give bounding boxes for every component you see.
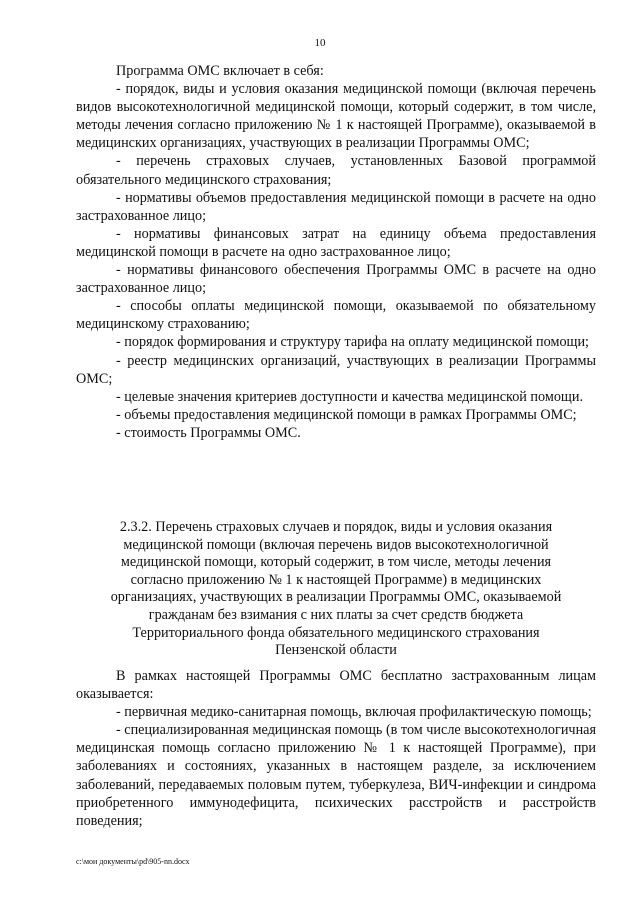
list-item: - способы оплаты медицинской помощи, оказываемой по обязательному медицинскому страхованию;	[76, 298, 596, 333]
list-item: - реестр медицинских организаций, участвующих в реализации Программы ОМС;	[76, 352, 596, 387]
list-item: - порядок, виды и условия оказания медицинской помощи (включая перечень видов высокотехнологичной медицинской помощи, который содержит, в том числе, методы лечения согласно приложению № 1 к настоящей Программе), оказываемой в медицинских организациях, участвующих в реализации Программы ОМС;	[76, 81, 596, 152]
list-item: - нормативы финансового обеспечения Программы ОМС в расчете на одно застрахованное лицо;	[76, 262, 596, 297]
list-item: - порядок формирования и структуру тарифа на оплату медицинской помощи;	[116, 334, 589, 351]
list-item: - специализированная медицинская помощь (в том числе высокотехнологичная медицинская помощь согласно приложению № 1 к настоящей Программе), при заболеваниях и состояниях, указанных в настоящем разделе, за исключением заболеваний, передаваемых половым путем, туберкулеза, ВИЧ-инфекции и синдрома приобретенного иммунодефицита, психических расстройств и расстройств поведения;	[76, 722, 596, 829]
free-care-section	[76, 667, 596, 830]
list-item: - перечень страховых случаев, установленных Базовой программой обязательного медицинского страхования;	[76, 153, 596, 188]
list-item: - нормативы финансовых затрат на единицу объема предоставления медицинской помощи в расчете на одно застрахованное лицо;	[76, 225, 596, 260]
file-path-footer: c:\мои документы\pd\905-nn.docx	[76, 857, 190, 866]
page-number: 10	[314, 37, 326, 49]
section-intro: Программа ОМС включает в себя:	[116, 63, 324, 79]
list-item: - нормативы объемов предоставления медицинской помощи в расчете на одно застрахованное лицо;	[76, 189, 596, 224]
list-item: - стоимость Программы ОМС.	[116, 424, 301, 441]
program-contents-section	[76, 62, 596, 442]
list-item: - первичная медико-санитарная помощь, включая профилактическую помощь;	[116, 704, 592, 721]
list-item: - целевые значения критериев доступности и качества медицинской помощи.	[116, 388, 583, 405]
section-heading: 2.3.2. Перечень страховых случаев и порядок, виды и условия оказания медицинской помощи (включая перечень видов высокотехнологичной медицинской помощи, который содержит, в том числе, методы лечения согласно приложению № 1 к настоящей Программе) в медицинских организациях, участвующих в реализации Программы ОМС, оказываемой гражданам без взимания с них платы за счет средств бюджета Территориального фонда обязательного медицинского страхования Пензенской области	[110, 519, 562, 659]
list-item: - объемы предоставления медицинской помощи в рамках Программы ОМС;	[116, 406, 577, 423]
section-intro: В рамках настоящей Программы ОМС бесплатно застрахованным лицам оказывается:	[76, 668, 596, 703]
